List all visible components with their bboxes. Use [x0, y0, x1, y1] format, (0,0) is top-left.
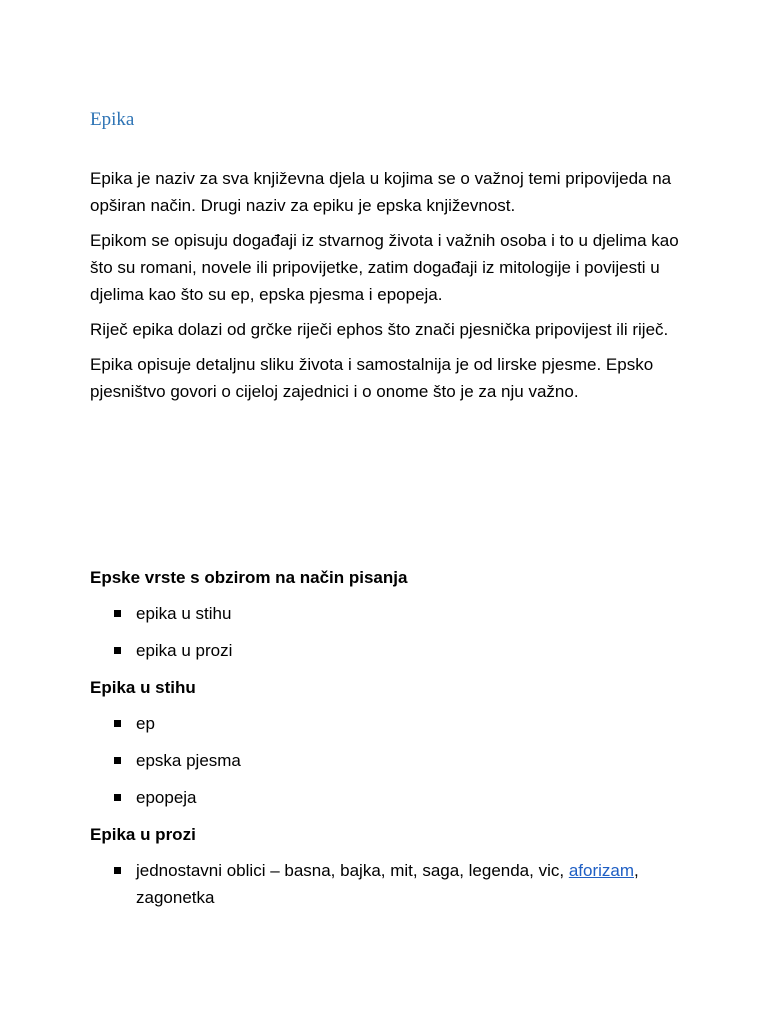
list-item-text-after: , zagonetka: [136, 861, 639, 907]
list-item: [90, 784, 690, 811]
square-bullet-icon: [114, 867, 121, 874]
square-bullet-icon: [114, 794, 121, 801]
paragraph: Epika je naziv za sva književna djela u kojima se o važnoj temi pripovijeda na opširan način. Drugi naziv za epiku je epska književnost.: [90, 169, 672, 215]
document-heading: Epika: [90, 109, 135, 130]
paragraph: Epika opisuje detaljnu sliku života i samostalnija je od lirske pjesme. Epsko pjesništvo govori o cijeloj zajednici i o onome što je za nju važno.: [90, 355, 654, 401]
square-bullet-icon: [114, 610, 121, 617]
paragraph: Riječ epika dolazi od grčke riječi ephos što znači pjesnička pripovijest ili riječ.: [90, 320, 669, 339]
list-item-text: ep: [136, 714, 155, 733]
square-bullet-icon: [114, 757, 121, 764]
genre-section: [90, 564, 690, 921]
paragraph: Epikom se opisuju događaji iz stvarnog života i važnih osoba i to u djelima kao što su romani, novele ili pripovijetke, zatim događaji iz mitologije i povijesti u djelima kao što su ep, epska pjesma i epopeja.: [90, 231, 679, 304]
section-title: Epske vrste s obzirom na način pisanja: [90, 568, 408, 587]
list-item: [90, 710, 690, 737]
bullet-list: [90, 710, 690, 811]
aforizam-link[interactable]: aforizam: [568, 861, 634, 880]
list-item-text-before: jednostavni oblici – basna, bajka, mit, saga, legenda, vic,: [136, 861, 569, 880]
square-bullet-icon: [114, 647, 121, 654]
list-item: [90, 857, 690, 911]
list-item: [90, 600, 690, 627]
bullet-list: [90, 600, 690, 664]
section-title: Epika u prozi: [90, 825, 196, 844]
intro-text: [90, 165, 690, 413]
list-item: [90, 637, 690, 664]
list-item-text: epopeja: [136, 788, 197, 807]
list-item-text: epika u prozi: [136, 641, 233, 660]
list-item-text: epska pjesma: [136, 751, 241, 770]
bullet-list: [90, 857, 690, 911]
list-item: [90, 747, 690, 774]
list-item-text: epika u stihu: [136, 604, 232, 623]
section-title: Epika u stihu: [90, 678, 196, 697]
square-bullet-icon: [114, 720, 121, 727]
